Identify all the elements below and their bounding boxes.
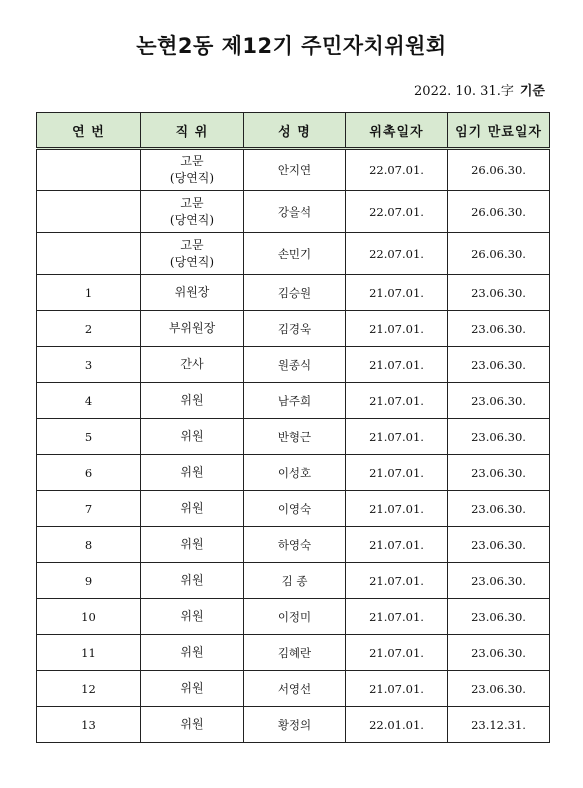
row-name: 김혜란 xyxy=(244,635,346,671)
row-expiry-date: 23.06.30. xyxy=(448,455,550,491)
position-title: 위원 xyxy=(180,537,204,551)
committee-roster-table xyxy=(36,112,550,743)
row-expiry-date: 23.06.30. xyxy=(448,635,550,671)
table-row xyxy=(37,635,550,671)
row-number: 5 xyxy=(37,419,141,455)
table-row xyxy=(37,311,550,347)
position-title: 위원 xyxy=(180,393,204,407)
basis-label: 기준 xyxy=(519,84,545,99)
row-appointed-date: 22.07.01. xyxy=(346,149,448,191)
position-title: 위원 xyxy=(180,609,204,623)
row-position xyxy=(141,635,244,671)
table-header-row xyxy=(37,113,550,149)
row-appointed-date: 21.07.01. xyxy=(346,599,448,635)
row-expiry-date: 23.06.30. xyxy=(448,311,550,347)
row-name: 반형근 xyxy=(244,419,346,455)
row-expiry-date: 23.06.30. xyxy=(448,671,550,707)
row-name: 안지연 xyxy=(244,149,346,191)
table-row xyxy=(37,419,550,455)
header-no: 연 번 xyxy=(37,113,141,149)
row-expiry-date: 23.06.30. xyxy=(448,527,550,563)
header-expiry-date: 임기 만료일자 xyxy=(448,113,550,149)
row-number xyxy=(37,191,141,233)
row-appointed-date: 22.01.01. xyxy=(346,707,448,743)
row-number: 8 xyxy=(37,527,141,563)
row-position xyxy=(141,275,244,311)
row-name: 남주희 xyxy=(244,383,346,419)
position-title: 위원 xyxy=(180,501,204,515)
row-appointed-date: 21.07.01. xyxy=(346,455,448,491)
row-position xyxy=(141,599,244,635)
row-position xyxy=(141,563,244,599)
row-position xyxy=(141,311,244,347)
row-position xyxy=(141,233,244,275)
row-expiry-date: 26.06.30. xyxy=(448,233,550,275)
row-number: 10 xyxy=(37,599,141,635)
row-appointed-date: 21.07.01. xyxy=(346,383,448,419)
table-row xyxy=(37,527,550,563)
row-name: 이영숙 xyxy=(244,491,346,527)
row-expiry-date: 23.06.30. xyxy=(448,383,550,419)
row-appointed-date: 21.07.01. xyxy=(346,635,448,671)
row-number xyxy=(37,233,141,275)
row-appointed-date: 21.07.01. xyxy=(346,527,448,563)
row-position xyxy=(141,527,244,563)
table-row xyxy=(37,455,550,491)
basis-date-line xyxy=(414,80,545,99)
row-name: 원종식 xyxy=(244,347,346,383)
table-row xyxy=(37,191,550,233)
position-title: 위원장 xyxy=(174,285,210,299)
row-expiry-date: 23.06.30. xyxy=(448,275,550,311)
row-number: 4 xyxy=(37,383,141,419)
page-title: 논현2동 제12기 주민자치위원회 xyxy=(136,34,447,58)
row-position xyxy=(141,707,244,743)
table-row xyxy=(37,671,550,707)
row-expiry-date: 26.06.30. xyxy=(448,149,550,191)
row-number: 9 xyxy=(37,563,141,599)
row-number: 11 xyxy=(37,635,141,671)
row-appointed-date: 22.07.01. xyxy=(346,233,448,275)
row-name: 이성호 xyxy=(244,455,346,491)
table-row xyxy=(37,233,550,275)
row-position xyxy=(141,419,244,455)
position-title: 고문 xyxy=(180,154,204,168)
row-name: 손민기 xyxy=(244,233,346,275)
row-number: 3 xyxy=(37,347,141,383)
position-title: 위원 xyxy=(180,645,204,659)
row-name: 김경욱 xyxy=(244,311,346,347)
row-number xyxy=(37,149,141,191)
position-title: 위원 xyxy=(180,465,204,479)
row-position xyxy=(141,347,244,383)
row-position xyxy=(141,149,244,191)
row-number: 1 xyxy=(37,275,141,311)
row-appointed-date: 21.07.01. xyxy=(346,275,448,311)
row-name: 강을석 xyxy=(244,191,346,233)
position-note: (당연직) xyxy=(169,212,215,227)
table-row xyxy=(37,599,550,635)
row-number: 2 xyxy=(37,311,141,347)
row-expiry-date: 23.06.30. xyxy=(448,563,550,599)
row-name: 김승원 xyxy=(244,275,346,311)
row-expiry-date: 23.06.30. xyxy=(448,491,550,527)
row-name: 서영선 xyxy=(244,671,346,707)
row-appointed-date: 21.07.01. xyxy=(346,419,448,455)
row-appointed-date: 21.07.01. xyxy=(346,347,448,383)
position-note: (당연직) xyxy=(169,171,215,185)
row-position xyxy=(141,191,244,233)
row-appointed-date: 22.07.01. xyxy=(346,191,448,233)
row-number: 7 xyxy=(37,491,141,527)
row-name: 이정미 xyxy=(244,599,346,635)
position-note: (당연직) xyxy=(169,254,215,269)
position-title: 부위원장 xyxy=(168,321,216,335)
table-row xyxy=(37,707,550,743)
position-title: 고문 xyxy=(180,237,204,252)
header-name: 성 명 xyxy=(244,113,346,149)
row-position xyxy=(141,455,244,491)
position-title: 고문 xyxy=(180,195,204,210)
row-name: 김 종 xyxy=(244,563,346,599)
header-position: 직 위 xyxy=(141,113,244,149)
row-number: 12 xyxy=(37,671,141,707)
basis-date: 2022. 10. 31.字 xyxy=(414,84,514,99)
row-expiry-date: 26.06.30. xyxy=(448,191,550,233)
row-number: 13 xyxy=(37,707,141,743)
row-appointed-date: 21.07.01. xyxy=(346,491,448,527)
row-appointed-date: 21.07.01. xyxy=(346,671,448,707)
row-name: 하영숙 xyxy=(244,527,346,563)
row-name: 황정의 xyxy=(244,707,346,743)
row-expiry-date: 23.06.30. xyxy=(448,347,550,383)
table-row xyxy=(37,383,550,419)
position-title: 위원 xyxy=(180,681,204,695)
table-row xyxy=(37,491,550,527)
row-position xyxy=(141,671,244,707)
row-expiry-date: 23.06.30. xyxy=(448,599,550,635)
table-body xyxy=(37,149,550,743)
row-expiry-date: 23.12.31. xyxy=(448,707,550,743)
row-position xyxy=(141,491,244,527)
position-title: 위원 xyxy=(180,717,204,731)
position-title: 위원 xyxy=(180,429,204,443)
position-title: 간사 xyxy=(180,357,204,371)
table-row xyxy=(37,275,550,311)
table-row xyxy=(37,149,550,191)
row-appointed-date: 21.07.01. xyxy=(346,311,448,347)
row-position xyxy=(141,383,244,419)
row-expiry-date: 23.06.30. xyxy=(448,419,550,455)
row-number: 6 xyxy=(37,455,141,491)
table-row xyxy=(37,563,550,599)
row-appointed-date: 21.07.01. xyxy=(346,563,448,599)
header-appointed-date: 위촉일자 xyxy=(346,113,448,149)
table-row xyxy=(37,347,550,383)
position-title: 위원 xyxy=(180,573,204,587)
